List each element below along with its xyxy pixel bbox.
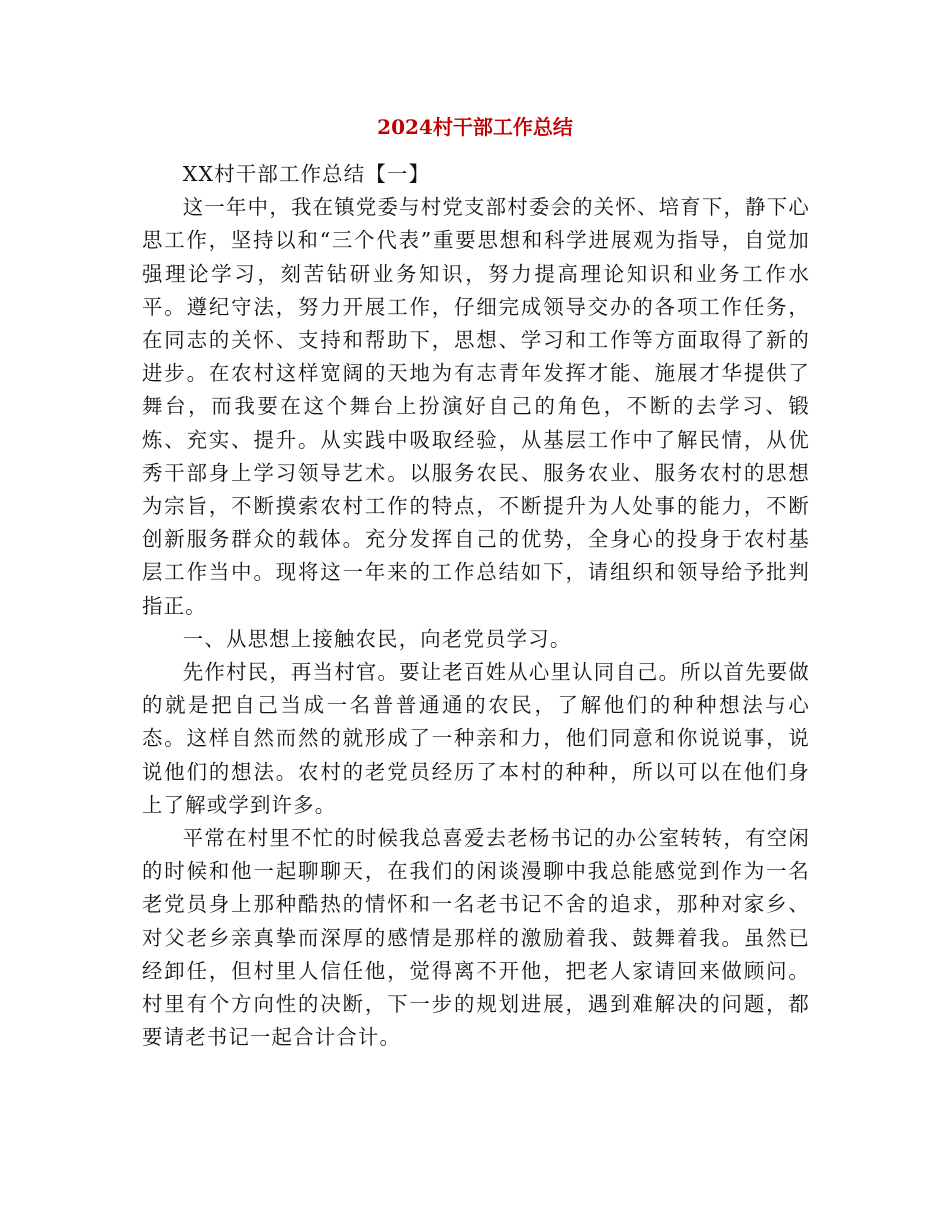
body-paragraph: 先作村民，再当村官。要让老百姓从心里认同自己。所以首先要做的就是把自己当成一名普普通通的农民，了解他们的种种想法与心态。这样自然而然的就形成了一种亲和力，他们同意和你说说事，说说他们的想法。农村的老党员经历了本村的种种，所以可以在他们身上了解或学到许多。: [142, 660, 810, 817]
body-paragraph: 平常在村里不忙的时候我总喜爱去老杨书记的办公室转转，有空闲的时候和他一起聊聊天，在我们的闲谈漫聊中我总能感觉到作为一名老党员身上那种酷热的情怀和一名老书记不舍的追求，那种对家乡、对父老乡亲真挚而深厚的感情是那样的激励着我、鼓舞着我。虽然已经卸任，但村里人信任他，觉得离不开他，把老人家请回来做顾问。村里有个方向性的决断，下一步的规划进展，遇到难解决的问题，都要请老书记一起合计合计。: [142, 826, 810, 1050]
body-paragraph: 这一年中，我在镇党委与村党支部村委会的关怀、培育下，静下心思工作，坚持以和“三个代表”重要思想和科学进展观为指导，自觉加强理论学习，刻苦钻研业务知识，努力提高理论知识和业务工作水平。遵纪守法，努力开展工作，仔细完成领导交办的各项工作任务，在同志的关怀、支持和帮助下，思想、学习和工作等方面取得了新的进步。在农村这样宽阔的天地为有志青年发挥才能、施展才华提供了舞台，而我要在这个舞台上扮演好自己的角色，不断的去学习、锻炼、充实、提升。从实践中吸取经验，从基层工作中了解民情，从优秀干部身上学习领导艺术。以服务农民、服务农业、服务农村的思想为宗旨，不断摸索农村工作的特点，不断提升为人处事的能力，不断创新服务群众的载体。充分发挥自己的优势，全身心的投身于农村基层工作当中。现将这一年来的工作总结如下，请组织和领导给予批判指正。: [142, 195, 810, 618]
document-title: 2024村干部工作总结: [377, 115, 573, 139]
document-body: [142, 158, 810, 1054]
section-heading: XX村干部工作总结【一】: [182, 162, 431, 186]
subsection-heading: 一、从思想上接触农民，向老党员学习。: [182, 626, 572, 651]
